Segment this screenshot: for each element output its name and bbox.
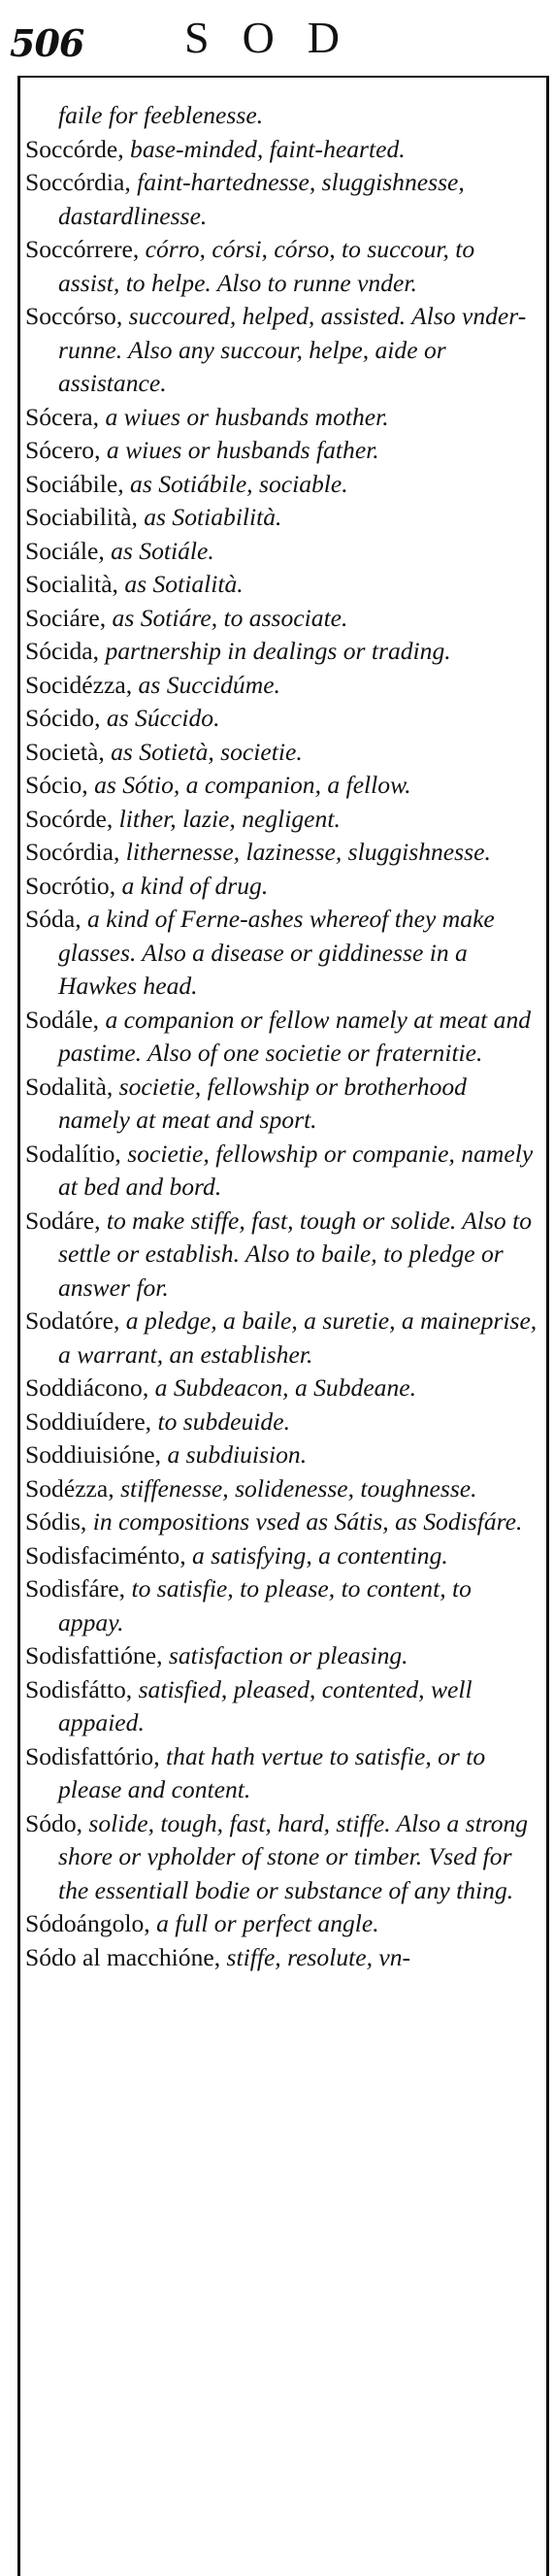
dictionary-entry [25, 401, 539, 435]
entry-definition: as Sotialità. [117, 570, 244, 598]
entry-headword: Soccórrere, [25, 235, 140, 263]
entry-definition: stiffenesse, solidenesse, toughnesse. [114, 1473, 477, 1503]
entry-headword: Soccórso, [25, 302, 123, 330]
entry-definition: to subdeuide. [151, 1406, 290, 1436]
entry-definition: satisfied, pleased, contented, well appaied. [58, 1674, 473, 1736]
entry-definition: as Sotiábile, sociable. [123, 469, 348, 498]
dictionary-entry [25, 1572, 539, 1639]
entry-headword: Sodalítio, [25, 1139, 121, 1168]
entry-headword: Società, [25, 737, 105, 766]
entry-definition: satisfaction or pleasing. [162, 1641, 408, 1669]
entry-definition: a wiues or husbands mother. [99, 402, 389, 431]
dictionary-entry [25, 1071, 539, 1138]
entry-definition: to satisfie, to please, to content, to appay. [58, 1574, 472, 1636]
dictionary-entry [25, 233, 539, 300]
entry-headword: Sociále, [25, 536, 105, 565]
entry-headword: Sódis, [25, 1507, 87, 1536]
dictionary-entry [25, 1941, 539, 1975]
entry-headword: Sócido, [25, 704, 101, 732]
dictionary-entries [25, 99, 539, 1974]
dictionary-entry [25, 1807, 539, 1908]
entry-headword: Soddiuisióne, [25, 1440, 162, 1469]
entry-headword: Sodisfattióne, [25, 1641, 163, 1669]
entry-definition: a Subdeacon, a Subdeane. [148, 1373, 417, 1402]
dictionary-entry [25, 736, 539, 770]
entry-definition: a wiues or husbands father. [100, 436, 379, 464]
entry-definition: córro, córsi, córso, to succour, to assist, to helpe. Also to runne vnder. [58, 235, 475, 297]
entry-headword: Soddiuídere, [25, 1406, 152, 1436]
entry-definition: in compositions vsed as Sátis, as Sodisfáre. [86, 1507, 523, 1536]
dictionary-entry [25, 1305, 539, 1371]
entry-definition: as Sotiáre, to associate. [106, 603, 348, 632]
entry-headword: Sódo, [25, 1808, 83, 1837]
dictionary-entry [25, 1539, 539, 1573]
entry-headword: Sóda, [25, 905, 81, 933]
entry-headword: Soccórdia, [25, 168, 131, 196]
entry-definition: solide, tough, fast, hard, stiffe. Also a strong shore or vpholder of stone or timber. Vsed for the essentiall bodie or substance of any thing. [58, 1808, 529, 1904]
entry-headword: Sódo al macchióne, [25, 1942, 221, 1971]
dictionary-entry [25, 1639, 539, 1673]
dictionary-entry [25, 1673, 539, 1740]
entry-definition: as Súccido. [100, 704, 220, 732]
entry-definition: a kind of Ferne-ashes whereof they make glasses. Also a disease or giddinesse in a Hawkes head. [58, 905, 495, 1000]
dictionary-entry [25, 568, 539, 602]
entry-definition: as Succidúme. [132, 670, 280, 699]
entry-headword: Soddiácono, [25, 1373, 149, 1402]
entry-definition: as Sotietà, societie. [104, 737, 303, 766]
entry-headword: Sodáre, [25, 1205, 101, 1235]
entry-definition: as Sotiabilità. [137, 503, 282, 531]
dictionary-entry [25, 300, 539, 401]
entry-headword: Sodalità, [25, 1072, 114, 1101]
entry-headword: Sódoángolo, [25, 1909, 150, 1937]
entry-headword: Socórdia, [25, 838, 120, 866]
entry-headword: Sodále, [25, 1005, 100, 1034]
dictionary-entry [25, 1004, 539, 1071]
dictionary-entry [25, 803, 539, 837]
dictionary-entry [25, 635, 539, 669]
running-head: SOD [184, 13, 374, 62]
entry-headword: Socialità, [25, 570, 118, 598]
dictionary-entry [25, 1405, 539, 1439]
entry-headword: Sodisfaciménto, [25, 1540, 186, 1569]
dictionary-entry [25, 1371, 539, 1405]
entry-definition: as Sótio, a companion, a fellow. [87, 771, 411, 799]
entry-definition: as Sotiále. [104, 536, 214, 565]
dictionary-entry [25, 903, 539, 1004]
entry-definition: a pledge, a baile, a suretie, a maineprise, a warrant, an establisher. [58, 1306, 538, 1369]
entry-headword: Sociabilità, [25, 503, 138, 531]
entry-definition: stiffe, resolute, vn- [220, 1942, 411, 1971]
entry-definition: partnership in dealings or trading. [99, 637, 451, 665]
entry-headword: Socrótio, [25, 871, 116, 900]
dictionary-entry [25, 99, 539, 133]
entry-headword: Sociáre, [25, 603, 107, 632]
dictionary-entry [25, 702, 539, 736]
dictionary-entry [25, 669, 539, 703]
entry-headword: Socórde, [25, 804, 114, 833]
dictionary-entry [25, 602, 539, 636]
entry-definition: societie, fellowship or brotherhood namely at meat and sport. [58, 1072, 467, 1134]
entry-definition: faile for feeblenesse. [58, 101, 264, 129]
entry-headword: Sodatóre, [25, 1306, 120, 1335]
entry-definition: succoured, helped, assisted. Also vnder-runne. Also any succour, helpe, aide or assistance. [58, 302, 527, 397]
entry-definition: societie, fellowship or companie, namely at bed and bord. [58, 1139, 534, 1201]
entry-headword: Sócida, [25, 637, 100, 665]
dictionary-entry [25, 769, 539, 803]
entry-headword: Sócio, [25, 771, 88, 799]
entry-definition: a subdiuision. [161, 1440, 308, 1469]
entry-definition: base-minded, faint-hearted. [123, 134, 406, 163]
entry-definition: a full or perfect angle. [149, 1909, 379, 1937]
dictionary-entry [25, 535, 539, 569]
entry-definition: lithernesse, lazinesse, sluggishnesse. [119, 838, 491, 866]
dictionary-entry [25, 166, 539, 233]
entry-definition: faint-hartednesse, sluggishnesse, dastardlinesse. [58, 168, 465, 230]
entry-headword: Sodisfátto, [25, 1674, 133, 1703]
entry-definition: that hath vertue to satisfie, or to please and content. [58, 1741, 486, 1803]
dictionary-entry [25, 1472, 539, 1506]
page-header [0, 0, 554, 70]
entry-headword: Sócero, [25, 436, 101, 464]
dictionary-entry [25, 501, 539, 535]
dictionary-entry [25, 1505, 539, 1539]
page-number: 506 [10, 21, 84, 65]
dictionary-entry [25, 468, 539, 502]
dictionary-entry [25, 836, 539, 870]
dictionary-entry [25, 434, 539, 468]
dictionary-entry [25, 1907, 539, 1941]
entry-headword: Sociábile, [25, 469, 124, 498]
entry-definition: a kind of drug. [115, 871, 269, 900]
entry-headword: Soccórde, [25, 134, 124, 163]
entry-definition: a satisfying, a contenting. [185, 1540, 448, 1569]
entry-headword: Socidézza, [25, 670, 133, 699]
entry-headword: Sodisfattório, [25, 1741, 160, 1770]
dictionary-entry [25, 1138, 539, 1205]
dictionary-entry [25, 870, 539, 904]
entry-definition: to make stiffe, fast, tough or solide. Also to settle or establish. Also to baile, to pledge or answer for. [58, 1205, 533, 1302]
entry-headword: Sodisfáre, [25, 1574, 126, 1602]
entry-definition: lither, lazie, negligent. [113, 804, 341, 833]
dictionary-entry [25, 133, 539, 167]
entry-headword: Sócera, [25, 402, 100, 431]
dictionary-entry [25, 1205, 539, 1305]
entry-definition: a companion or fellow namely at meat and pastime. Also of one societie or fraternitie. [58, 1005, 532, 1067]
dictionary-entry [25, 1438, 539, 1472]
entry-headword: Sodézza, [25, 1473, 114, 1503]
dictionary-entry [25, 1740, 539, 1807]
